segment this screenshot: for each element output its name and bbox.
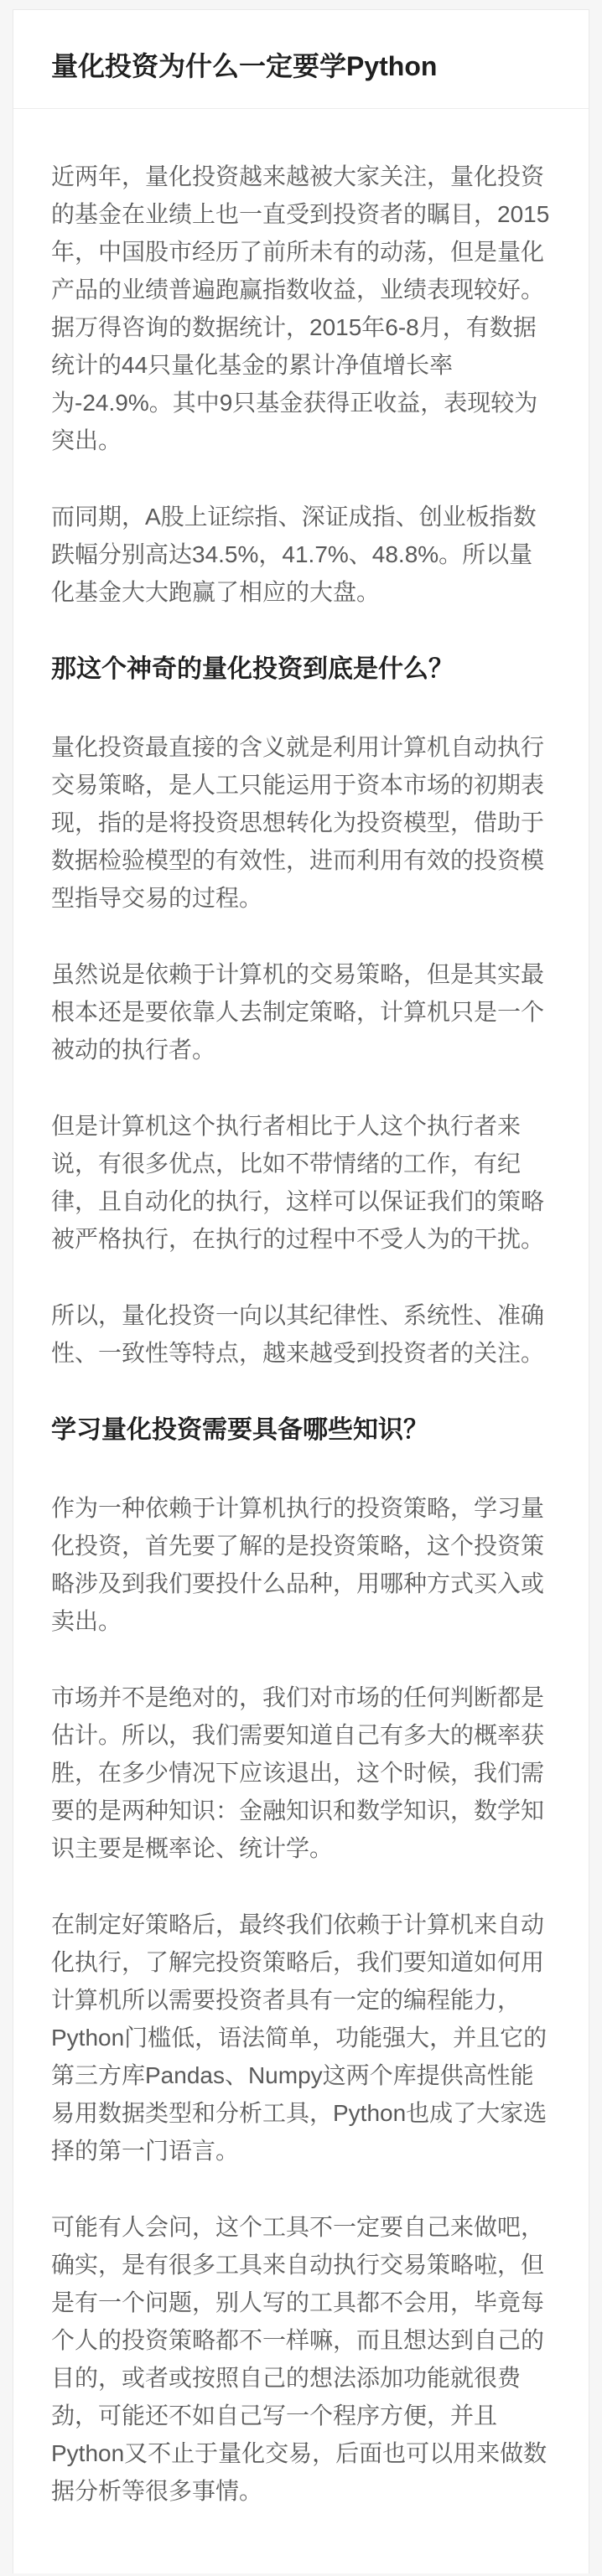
article-title: 量化投资为什么一定要学Python xyxy=(51,51,438,81)
section-heading: 那这个神奇的量化投资到底是什么？ xyxy=(51,655,454,684)
paragraph: 而同期，A股上证综指、深证成指、创业板指数跌幅分别高达34.5%，41.7%、48.8%。所以量化基金大大跑赢了相应的大盘。 xyxy=(51,504,537,606)
paragraph: 量化投资最直接的含义就是利用计算机自动执行交易策略，是人工只能运用于资本市场的初期表现，指的是将投资思想转化为投资模型，借助于数据检验模型的有效性，进而利用有效的投资模型指导交易的过程。 xyxy=(51,734,545,912)
paragraph: 可能有人会问，这个工具不一定要自己来做吧，确实，是有很多工具来自动执行交易策略啦，但是有一个问题，别人写的工具都不会用，毕竟每个人的投资策略都不一样嘛，而且想达到自己的目的，或者或按照自己的想法添加功能就很费劲，可能还不如自己写一个程序方便，并且Python又不止于量化交易，后面也可以用来做数据分析等很多事情。 xyxy=(51,2214,548,2505)
article-body xyxy=(13,109,589,2556)
paragraph: 作为一种依赖于计算机执行的投资策略，学习量化投资，首先要了解的是投资策略，这个投资策略涉及到我们要投什么品种，用哪种方式买入或卖出。 xyxy=(51,1495,545,1635)
article-header xyxy=(13,10,589,109)
paragraph: 在制定好策略后，最终我们依赖于计算机来自动化执行，了解完投资策略后，我们要知道如何用计算机所以需要投资者具有一定的编程能力，Python门槛低，语法简单，功能强大，并且它的第三方库Pandas、Numpy这两个库提供高性能易用数据类型和分析工具，Python也成了大家选择的第一门语言。 xyxy=(51,1911,548,2165)
paragraph: 虽然说是依赖于计算机的交易策略，但是其实最根本还是要依靠人去制定策略，计算机只是一个被动的执行者。 xyxy=(51,961,545,1063)
article-card xyxy=(13,9,589,2573)
paragraph: 但是计算机这个执行者相比于人这个执行者来说，有很多优点，比如不带情绪的工作，有纪律，且自动化的执行，这样可以保证我们的策略被严格执行，在执行的过程中不受人为的干扰。 xyxy=(51,1113,545,1253)
paragraph: 市场并不是绝对的，我们对市场的任何判断都是估计。所以，我们需要知道自己有多大的概率获胜，在多少情况下应该退出，这个时候，我们需要的是两种知识：金融知识和数学知识，数学知识主要是概率论、统计学。 xyxy=(51,1684,545,1862)
section-heading: 学习量化投资需要具备哪些知识？ xyxy=(51,1416,428,1445)
paragraph: 所以，量化投资一向以其纪律性、系统性、准确性、一致性等特点，越来越受到投资者的关注。 xyxy=(51,1302,545,1367)
paragraph: 近两年，量化投资越来越被大家关注，量化投资的基金在业绩上也一直受到投资者的瞩目，2015年，中国股市经历了前所未有的动荡，但是量化产品的业绩普遍跑赢指数收益，业绩表现较好。据万得咨询的数据统计，2015年6-8月，有数据统计的44只量化基金的累计净值增长率为-24.9%。其中9只基金获得正收益，表现较为突出。 xyxy=(51,163,550,454)
